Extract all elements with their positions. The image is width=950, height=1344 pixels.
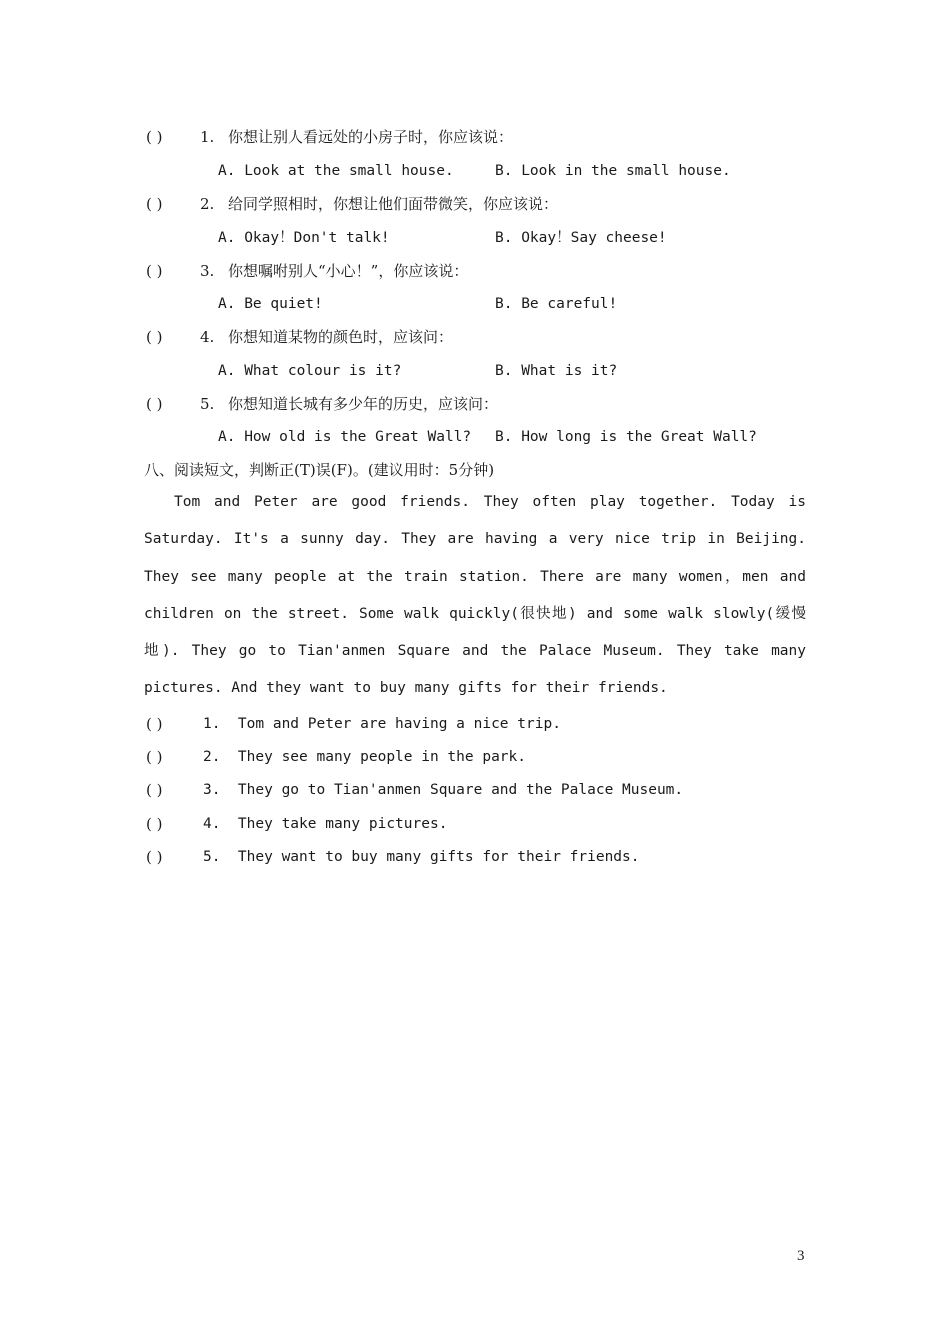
question-number: 4. — [200, 328, 215, 346]
question-prompt: 你想知道长城有多少年的历史，应该问： — [228, 395, 499, 413]
option-b: B. Okay！Say cheese! — [495, 230, 667, 246]
option-a: A. Okay！Don't talk! — [218, 230, 390, 246]
option-a: A. How old is the Great Wall? — [218, 429, 472, 445]
statement-text: 1. Tom and Peter are having a nice trip. — [203, 716, 561, 732]
option-b: B. Look in the small house. — [495, 163, 731, 179]
question-number: 2. — [200, 195, 215, 213]
answer-blank[interactable]: ( ) — [146, 715, 163, 733]
option-a: A. What colour is it? — [218, 363, 402, 379]
reading-passage — [144, 484, 806, 708]
question-number: 1. — [200, 128, 215, 146]
statement-text: 4. They take many pictures. — [203, 816, 448, 832]
option-b: B. Be careful! — [495, 296, 618, 312]
question-prompt: 你想让别人看远处的小房子时，你应该说： — [228, 128, 514, 146]
answer-blank[interactable]: ( ) — [146, 262, 163, 280]
statement-text: 5. They want to buy many gifts for their friends. — [203, 849, 640, 865]
answer-blank[interactable]: ( ) — [146, 815, 163, 833]
answer-blank[interactable]: ( ) — [146, 781, 163, 799]
question-prompt: 给同学照相时，你想让他们面带微笑，你应该说： — [228, 195, 559, 213]
section-title: 八、阅读短文，判断正(T)误(F)。(建议用时：5分钟) — [144, 461, 495, 479]
question-number: 5. — [200, 395, 215, 413]
answer-blank[interactable]: ( ) — [146, 395, 163, 413]
option-b: B. How long is the Great Wall? — [495, 429, 757, 445]
question-prompt: 你想知道某物的颜色时，应该问： — [228, 328, 454, 346]
option-a: A. Be quiet! — [218, 296, 323, 312]
answer-blank[interactable]: ( ) — [146, 848, 163, 866]
option-a: A. Look at the small house. — [218, 163, 454, 179]
page-number: 3 — [797, 1248, 805, 1264]
answer-blank[interactable]: ( ) — [146, 128, 163, 146]
answer-blank[interactable]: ( ) — [146, 328, 163, 346]
statement-text: 2. They see many people in the park. — [203, 749, 527, 765]
option-b: B. What is it? — [495, 363, 618, 379]
passage-text: Tom and Peter are good friends. They often play together. Today is Saturday. It's a sunny day. They are having a very nice trip in Beijing. They see many people at the train station. There are many women，men and children on the street. Some walk quickly(很快地) and some walk slowly(缓慢地). They go to Tian'anmen Square and the Palace Museum. They take many pictures. And they want to buy many gifts for their friends. — [144, 494, 806, 697]
answer-blank[interactable]: ( ) — [146, 195, 163, 213]
question-number: 3. — [200, 262, 215, 280]
statement-text: 3. They go to Tian'anmen Square and the Palace Museum. — [203, 782, 684, 798]
answer-blank[interactable]: ( ) — [146, 748, 163, 766]
question-prompt: 你想嘱咐别人“小心！”，你应该说： — [228, 262, 469, 280]
